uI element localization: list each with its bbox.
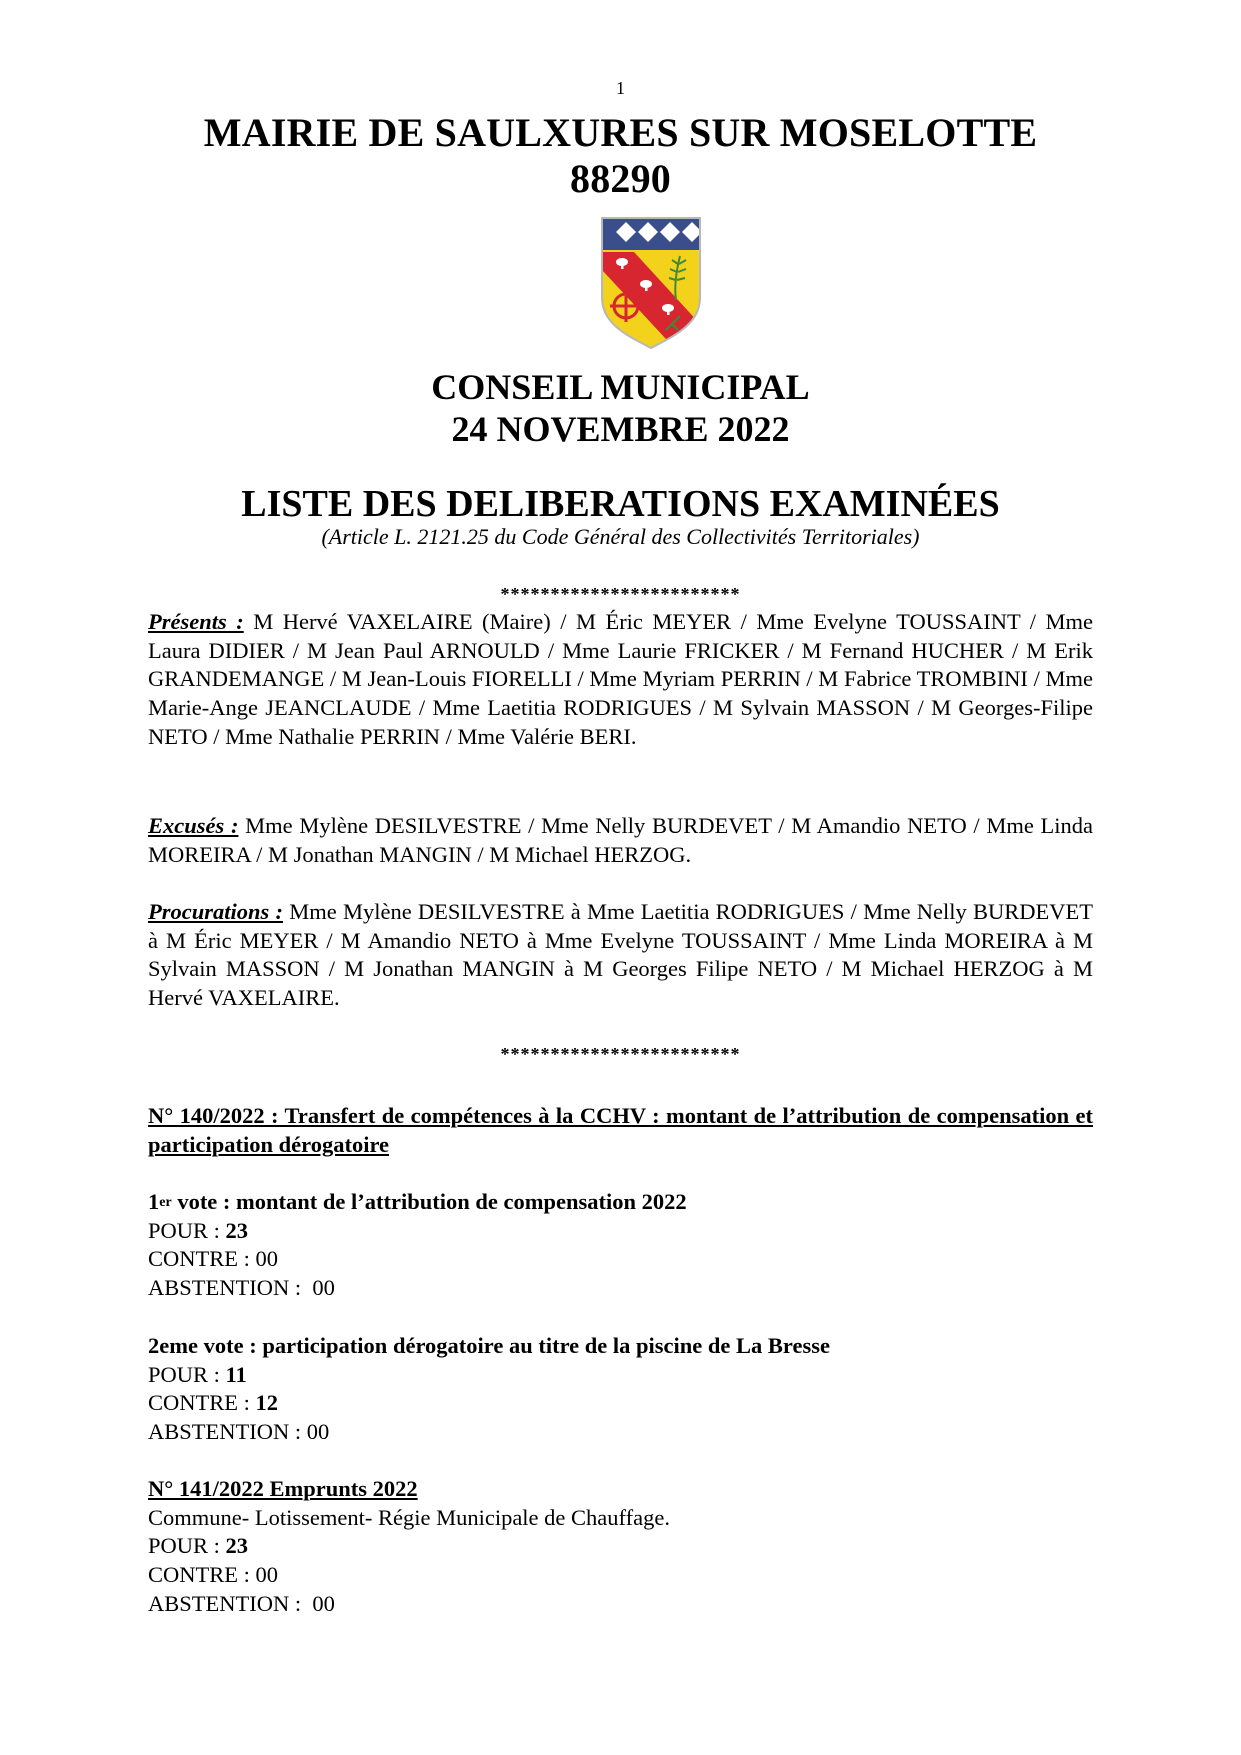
procurations-label: Procurations :	[148, 899, 283, 924]
deliberation-141-pour: POUR : 23	[148, 1533, 249, 1559]
procurations-text: Mme Mylène DESILVESTRE à Mme Laetitia RODRIGUES / Mme Nelly BURDEVET à M Éric MEYER / M Amandio NETO à Mme Evelyne TOUSSAINT / Mme Linda MOREIRA à M Sylvain MASSON / M Jonathan MANGIN à M Georges Filipe NETO / M Michael HERZOG à M Hervé VAXELAIRE.	[148, 899, 1094, 1011]
deliberation-141-title: N° 141/2022 Emprunts 2022	[148, 1476, 418, 1501]
excuses-text: Mme Mylène DESILVESTRE / Mme Nelly BURDEVET / M Amandio NETO / Mme Linda MOREIRA / M Jonathan MANGIN / M Michael HERZOG.	[148, 813, 1094, 867]
deliberation-141-subtitle: Commune- Lotissement- Régie Municipale de Chauffage.	[148, 1504, 670, 1530]
vote-1-pour: POUR : 23	[148, 1217, 249, 1243]
article-reference: (Article L. 2121.25 du Code Général des Collectivités Territoriales)	[321, 524, 920, 549]
deliberation-141-abstention: ABSTENTION : 00	[148, 1590, 335, 1616]
mairie-title	[0, 110, 1241, 202]
excuses-paragraph	[148, 812, 1093, 869]
vote-1-contre: CONTRE : 00	[148, 1246, 279, 1272]
procurations-paragraph	[148, 898, 1093, 1013]
mairie-postcode: 88290	[570, 156, 671, 201]
conseil-title	[0, 366, 1241, 450]
deliberation-140-title: N° 140/2022 : Transfert de compétences à la CCHV : montant de l’attribution de compensation et participation dérogatoire	[148, 1103, 1093, 1157]
separator-bottom: ************************	[500, 1044, 741, 1064]
presents-text: M Hervé VAXELAIRE (Maire) / M Éric MEYER / Mme Evelyne TOUSSAINT / Mme Laura DIDIER / M Jean Paul ARNOULD / Mme Laurie FRICKER / M Fernand HUCHER / M Erik GRANDEMANGE / M Jean-Louis FIORELLI / Mme Myriam PERRIN / M Fabrice TROMBINI / Mme Marie-Ange JEANCLAUDE / Mme Laetitia RODRIGUES / M Sylvain MASSON / M Georges-Filipe NETO / Mme Nathalie PERRIN / Mme Valérie BERI.	[148, 609, 1094, 749]
vote-1-abstention: ABSTENTION : 00	[148, 1275, 335, 1301]
deliberation-141-contre: CONTRE : 00	[148, 1562, 279, 1588]
mairie-name: MAIRIE DE SAULXURES SUR MOSELOTTE	[203, 110, 1038, 155]
deliberation-140-vote-2	[148, 1332, 1093, 1447]
excuses-label: Excusés :	[148, 813, 239, 838]
vote-2-contre: CONTRE : 12	[148, 1390, 279, 1416]
page-number: 1	[616, 78, 625, 98]
vote-2-abstention: ABSTENTION : 00	[148, 1419, 330, 1445]
presents-paragraph	[148, 608, 1093, 752]
presents-label: Présents :	[148, 609, 244, 634]
conseil-date: 24 NOVEMBRE 2022	[451, 409, 790, 449]
separator-top: ************************	[500, 584, 741, 604]
liste-title: LISTE DES DELIBERATIONS EXAMINÉES	[241, 483, 1000, 525]
vote-1-title: 1er vote : montant de l’attribution de compensation 2022	[148, 1189, 687, 1214]
deliberation-140-vote-1	[148, 1188, 1093, 1303]
vote-2-pour: POUR : 11	[148, 1361, 247, 1387]
conseil-heading: CONSEIL MUNICIPAL	[431, 367, 810, 407]
deliberation-141	[148, 1475, 1093, 1619]
vote-2-title: 2eme vote : participation dérogatoire au titre de la piscine de La Bresse	[148, 1333, 830, 1358]
coat-of-arms-icon	[596, 212, 706, 352]
